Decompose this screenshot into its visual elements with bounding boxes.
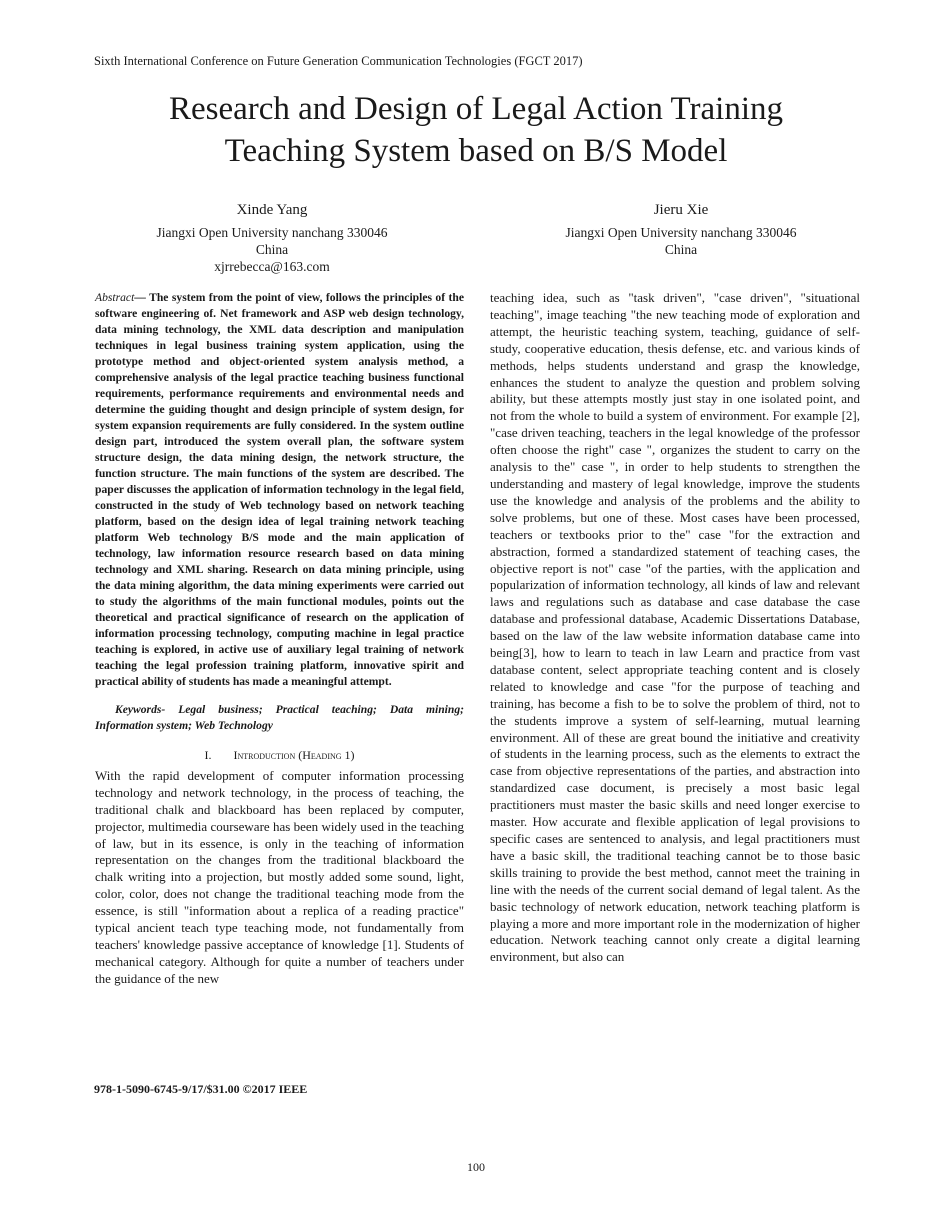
section-title: Introduction (Heading 1): [233, 748, 355, 762]
page-number: 100: [467, 1160, 485, 1174]
conference-header: Sixth International Conference on Future Generation Communication Technologies (FGCT 2017): [94, 54, 583, 68]
left-column: [95, 290, 464, 988]
paper-title: [0, 88, 952, 172]
author-name: Xinde Yang: [236, 202, 308, 218]
abstract-label: Abstract: [95, 291, 135, 304]
section-heading: [95, 747, 464, 764]
abstract-dash: —: [134, 291, 150, 304]
abstract: [95, 290, 464, 690]
intro-paragraph-right: teaching idea, such as "task driven", "case driven", "situational teaching", image teaching "the new teaching mode of exploration and attempt, the heuristic teaching system, teaching, guidance of self-study, cooperative education, thesis defense, etc. and various kinds of methods, helps students understand and grasp the knowledge, enhances the student to analyze the question and problem solving ability, but these attempts mostly just stay in one isolated point, and not from the whole to build a system of environment. For example [2], "case driven teaching, teachers in the legal knowledge of the professor often choose the right" case ", organizes the student to carry on the analysis to the" case ", in order to help students to strengthen the understanding and mastery of legal knowledge, improve the students use the knowledge and analysis of the problems and the ability to solve problems, but one of these. Most cases have been processed, teachers or textbooks prior to the" case "for the extraction and abstraction, formed a standardized statement of teaching cases, the objective report is not" case "of the parties, with the application and popularization of information technology, all kinds of law and relevant laws and regulations such as database and case database the case database and professional database, Academic Dissertations Database, based on the law of the law website information database came into being[3], how to learn to teach in law Learn and practice from vast database content, select appropriate teaching content and is closely related to knowledge and case "for the purpose of teaching and training, has become a fish to be to solve the problem of third, not to the students improve a system of self-learning, mutual learning environment. All of these are great bound the initiative and creativity of students in the learning process, such as the elements to extract the case from objective representations of the parties, and abstraction into standardized case document, is precisely a most basic legal practitioners must master the basic skills and need longer exercise to master. How accurate and flexible application of legal provisions to specific cases are sentenced to analysis, and legal practitioners must have a basic skill, the traditional teaching cannot be to those basic skills training to provide the best method, cannot meet the training in line with the needs of the current social demand of legal talent. As the basic technology of network education, network teaching platform is playing a more and more important role in the modernization of higher education. Network teaching cannot only create a digital learning environment, but also can: [490, 290, 860, 965]
intro-paragraph-left: With the rapid development of computer information processing technology and network technology, in the process of teaching, the traditional chalk and blackboard has been replaced by computer, projector, multimedia courseware has been widely used in the teaching of law, but in its essence, is only in the teaching of information representation on the changes from the traditional blackboard the chalk writing into a projection, but mostly added some sound, light, color, color, does not change the traditional teaching mode from the essence, is still "information about a replica of a reading practice" typical ancient teach type teaching mode, not fundamentally from teachers' knowledge passive acceptance of knowledge [1]. Students of mechanical category. Although for quite a number of teachers under the guidance of the new: [95, 767, 464, 986]
right-column: [490, 290, 860, 966]
author-block-1: [92, 202, 452, 275]
author-affiliation: Jiangxi Open University nanchang 330046: [565, 225, 797, 240]
author-name: Jieru Xie: [653, 202, 709, 218]
title-line-2: Teaching System based on B/S Model: [224, 133, 728, 169]
title-line-1: Research and Design of Legal Action Training: [168, 91, 784, 127]
author-country: China: [664, 242, 698, 257]
section-number: I.: [204, 748, 212, 762]
author-country: China: [255, 242, 289, 257]
author-affiliation: Jiangxi Open University nanchang 330046: [156, 225, 388, 240]
abstract-text: The system from the point of view, follows the principles of the software engineering of. Net framework and ASP web design technology, data mining technology, the XML data description and manipulation techniques in legal business training system application, using the prototype method and object-oriented system analysis method, a comprehensive analysis of the legal practice teaching business functional requirements, performance requirements and environmental needs and determine the guiding thought and design principle of system design, for system expansion requirements are fully considered. In the system outline design part, introduced the system overall plan, the software system structure design, the data mining design, the network structure, the function structure. The main functions of the system are described. The paper discusses the application of information technology in the legal field, constructed in the study of Web technology based on network teaching platform, based on the design idea of legal training network teaching platform Web technology B/S mode and the main application of technology, law information resource research based on data mining technology and XML sharing. Research on data mining principle, using the data mining algorithm, the data mining experiments were carried out to study the algorithms of the main functional modules, points out the theoretical and practical significance of research on the application of information processing technology, computing machine in legal practice teaching is explored, in active use of auxiliary legal training of network teaching the legal profession training platform, innovative spirit and practical ability of students has made a meaningful attempt.: [95, 291, 464, 688]
author-email: xjrrebecca@163.com: [214, 259, 330, 274]
keywords: Keywords- Legal business; Practical teaching; Data mining; Information system; Web Technology: [95, 703, 464, 732]
author-block-2: [501, 202, 861, 258]
isbn-footer: 978-1-5090-6745-9/17/$31.00 ©2017 IEEE: [94, 1082, 308, 1096]
